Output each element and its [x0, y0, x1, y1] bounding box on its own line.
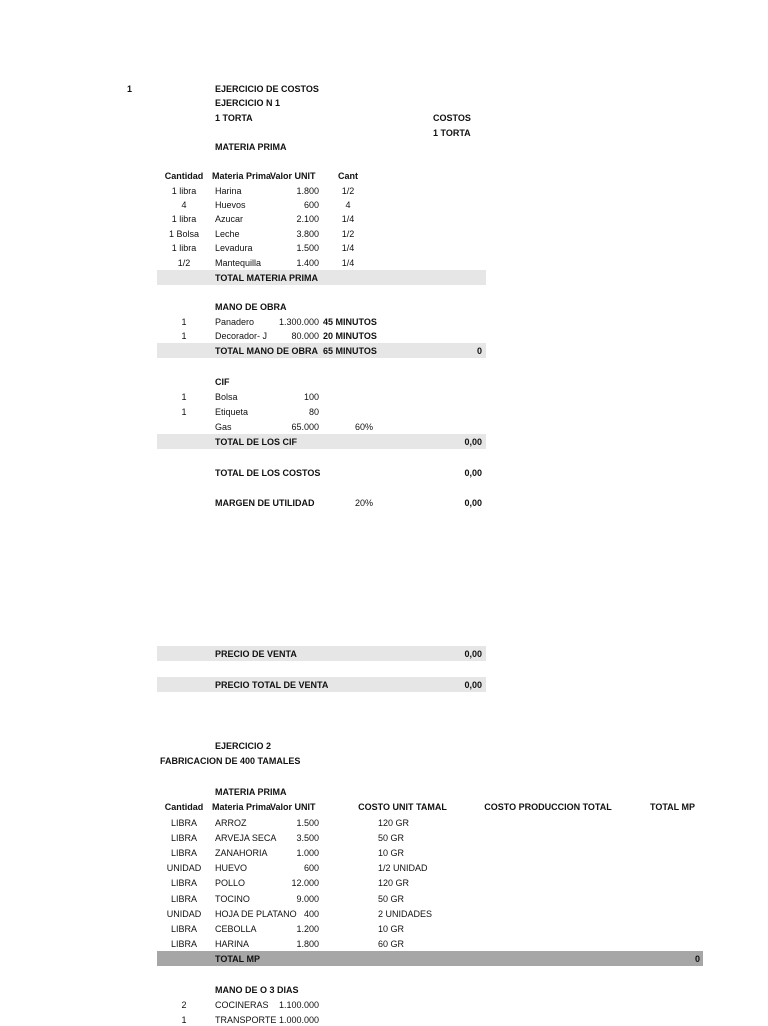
cell-unit: 50 GR: [378, 894, 405, 904]
exercise2-fab: FABRICACION DE 400 TAMALES: [160, 756, 301, 766]
cell-cantidad: LIBRA: [170, 878, 197, 888]
cell-materia: POLLO: [215, 878, 246, 888]
cell-time: 45 MINUTOS: [323, 317, 377, 327]
cell-materia: CEBOLLA: [215, 924, 257, 934]
cell-cantidad: LIBRA: [170, 924, 197, 934]
mo-section-title: MANO DE OBRA: [215, 302, 287, 312]
cell-valor: 65.000: [291, 422, 319, 432]
cell-cantidad: 1 Bolsa: [168, 229, 200, 239]
cell-materia: Harina: [215, 186, 242, 196]
cell-valor: 1.500: [296, 818, 319, 828]
cell-valor: 600: [303, 200, 319, 210]
cell-valor: 400: [303, 909, 319, 919]
cell-cantidad: 1: [181, 317, 187, 327]
ex2-total-mp-value: 0: [694, 954, 700, 964]
margen-pct: 20%: [354, 498, 373, 508]
cell-item: Etiqueta: [215, 407, 249, 417]
cell-unit: 10 GR: [378, 924, 405, 934]
cell-cantidad: LIBRA: [170, 894, 197, 904]
cell-unit: 120 GR: [378, 878, 410, 888]
cell-cant: 1/4: [341, 243, 355, 253]
cell-valor: 12.000: [291, 878, 319, 888]
precio-venta-value: 0,00: [464, 649, 482, 659]
mp-section-title: MATERIA PRIMA: [215, 142, 287, 152]
cell-cantidad: UNIDAD: [166, 863, 202, 873]
cell-valor: 1.000.000: [278, 1015, 319, 1025]
cell-valor: 2.100: [296, 214, 319, 224]
col-header-cant: Cant: [338, 171, 358, 181]
cell-cantidad: UNIDAD: [166, 909, 202, 919]
cell-valor: 100: [303, 392, 319, 402]
cell-cantidad: 1: [181, 392, 187, 402]
cell-pct: 60%: [354, 422, 373, 432]
cell-item: Panadero: [215, 317, 255, 327]
total-mo-label: TOTAL MANO DE OBRA: [215, 346, 318, 356]
cell-item: COCINERAS: [215, 1000, 269, 1010]
cell-valor: 1.400: [296, 258, 319, 268]
total-costos-label: TOTAL DE LOS COSTOS: [215, 468, 321, 478]
cell-cant: 1/4: [341, 214, 355, 224]
cell-unit: 2 UNIDADES: [378, 909, 433, 919]
precio-venta-label: PRECIO DE VENTA: [215, 649, 297, 659]
cell-time: 20 MINUTOS: [323, 331, 377, 341]
cell-cantidad: 1 libra: [171, 214, 197, 224]
cell-materia: Azucar: [215, 214, 244, 224]
cell-valor: 600: [303, 863, 319, 873]
cell-cant: 1/2: [341, 186, 355, 196]
col-header-valor: Valor UNIT: [270, 171, 316, 181]
ex2-col-header-cantidad: Cantidad: [164, 802, 204, 812]
cell-cantidad: LIBRA: [170, 848, 197, 858]
cell-valor: 3.500: [296, 833, 319, 843]
cell-materia: Leche: [215, 229, 240, 239]
cell-valor: 80.000: [291, 331, 319, 341]
ex2-col-header-costo-unit: COSTO UNIT TAMAL: [358, 802, 447, 812]
cell-item: TRANSPORTE: [215, 1015, 277, 1025]
col-header-cantidad: Cantidad: [164, 171, 204, 181]
cell-item: Gas: [215, 422, 232, 432]
cell-materia: Huevos: [215, 200, 246, 210]
ex2-mo-section-title: MANO DE O 3 DIAS: [215, 985, 299, 995]
cell-materia: TOCINO: [215, 894, 250, 904]
cell-valor: 1.800: [296, 939, 319, 949]
cell-cant: 4: [345, 200, 351, 210]
cell-cantidad: 1: [181, 331, 187, 341]
cell-cantidad: 2: [181, 1000, 187, 1010]
precio-total-value: 0,00: [464, 680, 482, 690]
cell-materia: Levadura: [215, 243, 253, 253]
col-header-materia: Materia Prima: [212, 171, 272, 181]
cell-valor: 1.500: [296, 243, 319, 253]
cell-cantidad: 1: [181, 1015, 187, 1025]
ex2-col-header-valor: Valor UNIT: [270, 802, 316, 812]
cell-cantidad: 1/2: [177, 258, 191, 268]
cell-cant: 1/4: [341, 258, 355, 268]
ex2-col-header-total-mp: TOTAL MP: [650, 802, 695, 812]
cell-valor: 1.100.000: [278, 1000, 319, 1010]
ex2-col-header-costo-prod: COSTO PRODUCCION TOTAL: [484, 802, 612, 812]
cell-cantidad: 4: [181, 200, 187, 210]
exercise1-name: EJERCICIO N 1: [215, 98, 281, 108]
precio-total-label: PRECIO TOTAL DE VENTA: [215, 680, 329, 690]
total-cif-label: TOTAL DE LOS CIF: [215, 437, 298, 447]
cell-unit: 1/2 UNIDAD: [378, 863, 428, 873]
cell-cantidad: LIBRA: [170, 833, 197, 843]
cell-materia: ZANAHORIA: [215, 848, 268, 858]
cell-cantidad: LIBRA: [170, 818, 197, 828]
cell-valor: 1.800: [296, 186, 319, 196]
cell-valor: 1.200: [296, 924, 319, 934]
total-mp-band: [157, 270, 486, 285]
cell-cantidad: 1 libra: [171, 186, 197, 196]
cif-section-title: CIF: [215, 377, 230, 387]
cell-unit: 120 GR: [378, 818, 410, 828]
total-mo-value: 0: [476, 346, 482, 356]
exercise1-product: 1 TORTA: [215, 113, 253, 123]
cell-materia: ARVEJA SECA: [215, 833, 277, 843]
cell-unit: 50 GR: [378, 833, 405, 843]
cell-valor: 1.300.000: [278, 317, 319, 327]
costs-header: COSTOS: [433, 113, 471, 123]
cell-cantidad: 1 libra: [171, 243, 197, 253]
cell-item: Decorador- J: [215, 331, 268, 341]
ex2-mp-section-title: MATERIA PRIMA: [215, 787, 287, 797]
cell-unit: 60 GR: [378, 939, 405, 949]
cell-valor: 1.000: [296, 848, 319, 858]
exercise2-name: EJERCICIO 2: [215, 741, 272, 751]
total-mo-time: 65 MINUTOS: [323, 346, 377, 356]
cell-materia: HOJA DE PLATANO: [215, 909, 297, 919]
cell-materia: HARINA: [215, 939, 250, 949]
ex2-col-header-materia: Materia Prima: [212, 802, 272, 812]
cell-cant: 1/2: [341, 229, 355, 239]
cell-unit: 10 GR: [378, 848, 405, 858]
cell-cantidad: LIBRA: [170, 939, 197, 949]
cell-item: Bolsa: [215, 392, 238, 402]
margen-value: 0,00: [464, 498, 482, 508]
cell-materia: Mantequilla: [215, 258, 262, 268]
total-cif-value: 0,00: [464, 437, 482, 447]
total-costos-value: 0,00: [464, 468, 482, 478]
cell-materia: ARROZ: [215, 818, 247, 828]
cell-cantidad: 1: [181, 407, 187, 417]
costs-subheader: 1 TORTA: [433, 128, 471, 138]
cell-materia: HUEVO: [215, 863, 248, 873]
ex2-total-mp-label: TOTAL MP: [215, 954, 260, 964]
total-mp-label: TOTAL MATERIA PRIMA: [215, 273, 318, 283]
cell-valor: 9.000: [296, 894, 319, 904]
cell-valor: 3.800: [296, 229, 319, 239]
sheet-title: EJERCICIO DE COSTOS: [215, 84, 319, 94]
cell-valor: 80: [308, 407, 319, 417]
row-number: 1: [127, 84, 133, 94]
margen-label: MARGEN DE UTILIDAD: [215, 498, 315, 508]
